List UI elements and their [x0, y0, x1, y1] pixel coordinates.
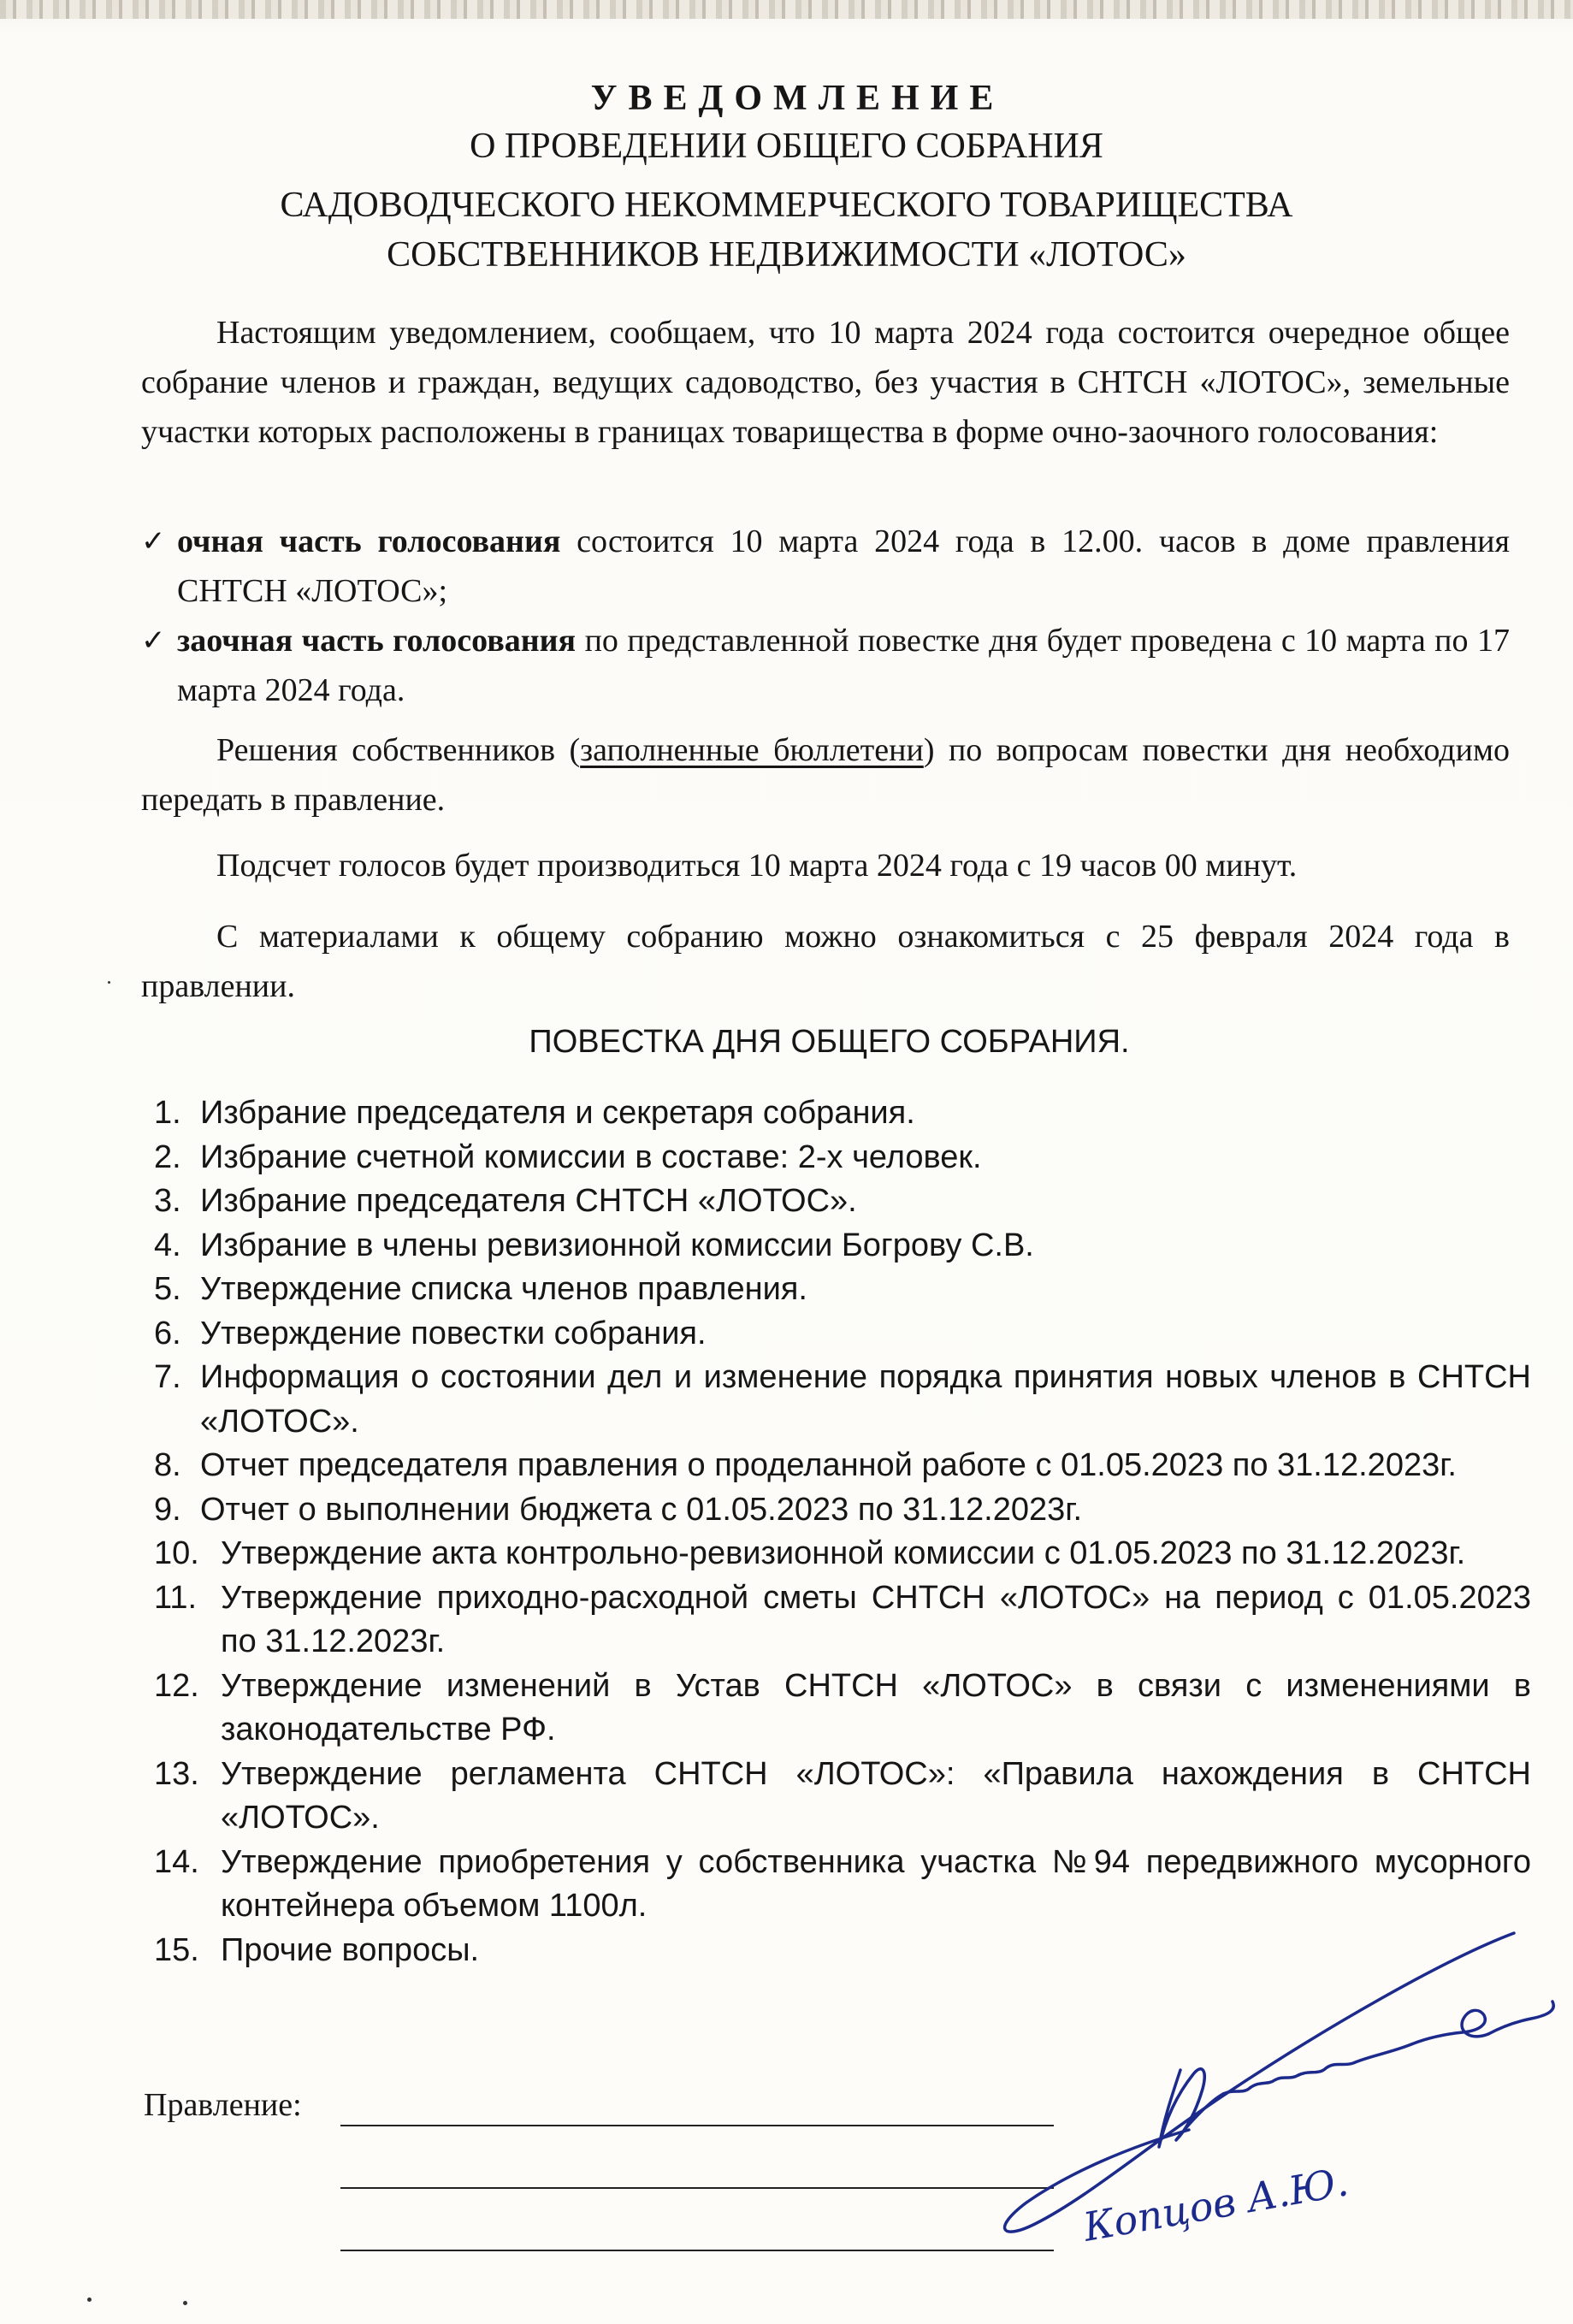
agenda-item-number: 5. [154, 1271, 181, 1307]
agenda-item [154, 1488, 1531, 1533]
handwritten-signature [967, 1839, 1565, 2267]
signature-line-2 [340, 2187, 1054, 2189]
agenda-item-text: Отчет председателя правления о проделанной работе с 01.05.2023 по 31.12.2023г. [200, 1447, 1457, 1483]
agenda-item-text: Утверждение приходно-расходной сметы СНТСН «ЛОТОС» на период с 01.05.2023 по 31.12.2023г. [221, 1579, 1531, 1659]
bullet-bold-label: очная часть голосования [177, 523, 561, 559]
paper-speck [108, 981, 110, 984]
decisions-paragraph [141, 725, 1510, 825]
agenda-item-number: 3. [154, 1183, 181, 1219]
agenda-item-number: 11. [154, 1579, 198, 1616]
agenda-item-text: Утверждение списка членов правления. [200, 1271, 807, 1307]
checkmark-icon: ✓ [141, 624, 166, 658]
bullet-body: состоится 10 марта 2024 года в 12.00. часов в доме правления СНТСН «ЛОТОС»; [177, 523, 1511, 609]
agenda-item-number: 12. [154, 1667, 199, 1704]
intro-paragraph: Настоящим уведомлением, сообщаем, что 10 марта 2024 года состоится очередное общее собрание членов и граждан, ведущих садоводство, без участия в СНТСН «ЛОТОС», земельные участки которых расположены в границах товарищества в форме очно-заочного голосования: [141, 315, 1510, 450]
agenda-item [154, 1268, 1531, 1312]
agenda-item [154, 1532, 1531, 1576]
agenda-title: ПОВЕСТКА ДНЯ ОБЩЕГО СОБРАНИЯ. [529, 1024, 1130, 1060]
signature-line-1 [340, 2125, 1054, 2126]
checkmark-icon: ✓ [141, 524, 166, 559]
organization-line-1: САДОВОДЧЕСКОГО НЕКОММЕРЧЕСКОГО ТОВАРИЩЕСТВА [280, 186, 1293, 225]
materials-paragraph: С материалами к общему собранию можно ознакомиться с 25 февраля 2024 года в правлении. [141, 919, 1510, 1004]
agenda-item [154, 1576, 1531, 1665]
agenda-item-number: 14. [154, 1843, 199, 1880]
agenda-item-text: Утверждение акта контрольно-ревизионной комиссии с 01.05.2023 по 31.12.2023г. [221, 1535, 1466, 1571]
agenda-item-number: 2. [154, 1138, 181, 1175]
notice-title: УВЕДОМЛЕНИЕ [590, 79, 1005, 118]
agenda-item [154, 1753, 1531, 1841]
agenda-item [154, 1444, 1531, 1488]
agenda-item-number: 4. [154, 1227, 181, 1263]
agenda-item-text: Избрание председателя СНТСН «ЛОТОС». [200, 1183, 857, 1219]
agenda-item-text: Утверждение регламента СНТСН «ЛОТОС»: «Правила нахождения в СНТСН «ЛОТОС». [221, 1755, 1531, 1836]
agenda-item [154, 1356, 1531, 1444]
paper-speck [87, 2297, 92, 2302]
paper-edge [0, 0, 1573, 19]
organization-line-2: СОБСТВЕННИКОВ НЕДВИЖИМОСТИ «ЛОТОС» [387, 235, 1186, 275]
bullet-absentee-voting [141, 616, 1510, 715]
agenda-item-text: Прочие вопросы. [221, 1931, 480, 1968]
agenda-item-number: 7. [154, 1359, 181, 1395]
agenda-item-number: 10. [154, 1535, 199, 1571]
agenda-item-number: 1. [154, 1095, 181, 1131]
signature-name: Копцов А.Ю. [1079, 2158, 1352, 2250]
vote-counting-paragraph: Подсчет голосов будет производиться 10 марта 2024 года с 19 часов 00 минут. [216, 848, 1298, 884]
agenda-item-text: Избрание в члены ревизионной комиссии Богрову С.В. [200, 1227, 1034, 1263]
agenda-item-number: 8. [154, 1447, 181, 1483]
agenda-item [154, 1091, 1531, 1136]
agenda-item-number: 6. [154, 1315, 181, 1351]
agenda-item-text: Утверждение повестки собрания. [200, 1315, 707, 1351]
bullet-in-person-voting [141, 517, 1510, 616]
bullet-text [177, 517, 1510, 616]
agenda-item-text: Утверждение изменений в Устав СНТСН «ЛОТОС» в связи с изменениями в законодательстве РФ. [221, 1667, 1531, 1747]
agenda-item-number: 15. [154, 1931, 199, 1968]
decisions-post: ) по вопросам повестки дня необходимо передать в правление. [141, 732, 1511, 818]
filled-ballots-underlined: заполненные бюллетени [580, 732, 924, 768]
agenda-item-text: Отчет о выполнении бюджета с 01.05.2023 по 31.12.2023г. [200, 1491, 1083, 1528]
agenda-item-text: Избрание председателя и секретаря собрания. [200, 1095, 915, 1131]
agenda-item-number: 13. [154, 1755, 199, 1792]
agenda-item [154, 1312, 1531, 1357]
signature-line-3 [340, 2250, 1054, 2251]
bullet-text [177, 616, 1510, 715]
agenda-item [154, 1180, 1531, 1224]
agenda-item-text: Информация о состоянии дел и изменение порядка принятия новых членов в СНТСН «ЛОТОС». [200, 1359, 1531, 1440]
agenda-item [154, 1665, 1531, 1753]
notice-subtitle: О ПРОВЕДЕНИИ ОБЩЕГО СОБРАНИЯ [470, 127, 1103, 166]
signature-label: Правление: [144, 2087, 302, 2123]
agenda-item-text: Утверждение приобретения у собственника участка №94 передвижного мусорного контейнера объемом 1100л. [221, 1843, 1531, 1924]
agenda-item-text: Избрание счетной комиссии в составе: 2-х человек. [200, 1138, 982, 1175]
bullet-body: по представленной повестке дня будет проведена с 10 марта по 17 марта 2024 года. [177, 623, 1510, 708]
agenda-item [154, 1136, 1531, 1180]
paper-speck [183, 2301, 187, 2305]
agenda-item-number: 9. [154, 1491, 181, 1528]
decisions-pre: Решения собственников ( [216, 732, 581, 768]
bullet-bold-label: заочная часть голосования [177, 623, 577, 659]
agenda-item [154, 1224, 1531, 1268]
